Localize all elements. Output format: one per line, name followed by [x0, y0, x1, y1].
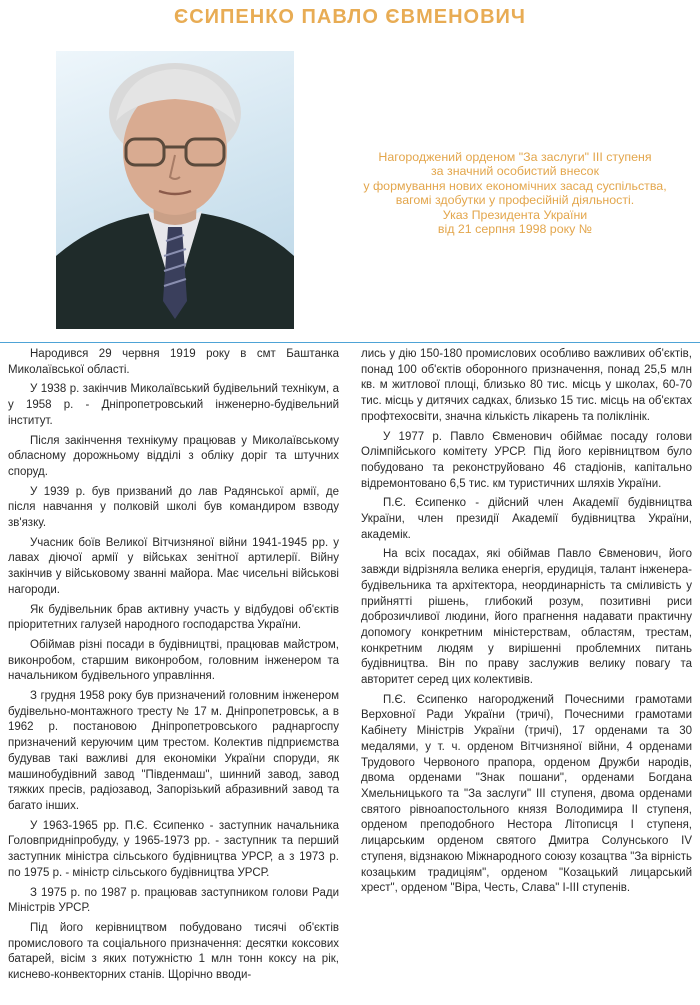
- paragraph: З 1975 р. по 1987 р. працював заступником голови Ради Міністрів УРСР.: [8, 886, 339, 915]
- paragraph: Учасник боїв Великої Вітчизняної війни 1941-1945 рр. у лавах діючої армії у військах зенітної артилерії. Війну закінчив у військовому званні майора. Має чисельні військові нагороди.: [8, 536, 339, 596]
- paragraph: П.Є. Єсипенко нагороджений Почесними грамотами Верховної Ради України (тричі), Почесними грамотами Кабінету Міністрів України (тричі), 17 орденами та 30 медалями, у т. ч. орденом Вітчизняної війни, 4 орденами Трудового Червоного прапора, орденом Дружби народів, двома орденами "Знак пошани", орденами Богдана Хмельницького та "За заслуги" III ступеня, двома орденами святого рівноапостольного князя Володимира II ступеня, орденом преподобного Нестора Літописця I ступеня, лицарським орденом святого Дмитра Солунського IV ступеня, відзнакою Міжнародного союзу козацтва "За вірність козацьким традиціям", орденом "Козацький лицарський хрест", орденом "Віра, Честь, Слава" I-III ступенів.: [361, 693, 692, 895]
- award-line: у формування нових економічних засад суспільства,: [363, 178, 667, 193]
- paragraph: Після закінчення технікуму працював у Миколаївському обласному дорожньому відділі з обліку доріг та штучних споруд.: [8, 434, 339, 478]
- section-divider: [0, 342, 700, 343]
- paragraph: На всіх посадах, які обіймав Павло Євменович, його завжди відрізняла велика енергія, ерудиція, талант інженера-будівельника та архітектора, неординарність та сміливість у прийнятті рішень, глибокий розум, позитивні риси доброзичливої людини, його прагнення надавати практичну допомогу конкретним міністерствам, областям, трестам, конкретним людям у вирішенні проблемних питань будівництва. Він по праву заслужив велику повагу та авторитет серед цих колективів.: [361, 548, 692, 687]
- award-line: Нагороджений орденом "За заслуги" III ступеня: [378, 150, 652, 164]
- paragraph: У 1977 р. Павло Євменович обіймає посаду голови Олімпійського комітету УРСР. Під його керівництвом було побудовано та реконструйовано 46 стадіонів, капітально відремонтовано 6,5 тис. км туристичних шляхів України.: [361, 430, 692, 490]
- paragraph: П.Є. Єсипенко - дійсний член Академії будівництва України, член президії Академії будівництва України, академік.: [361, 497, 692, 541]
- portrait-illustration: [56, 51, 294, 329]
- paragraph: Як будівельник брав активну участь у відбудові об'єктів пріоритетних галузей народного господарства України.: [8, 603, 339, 632]
- award-citation: [330, 150, 700, 236]
- paragraph: Народився 29 червня 1919 року в смт Баштанка Миколаївської області.: [8, 348, 339, 376]
- paragraph: У 1938 р. закінчив Миколаївський будівельний технікум, а у 1958 р. - Дніпропетровський інженерно-будівельний інститут.: [8, 383, 339, 427]
- award-line: Указ Президента України: [442, 207, 588, 222]
- paragraph: У 1939 р. був призваний до лав Радянської армії, де після навчання у полковій школі був командиром взводу зв'язку.: [8, 485, 339, 530]
- biography-left-column: [8, 347, 339, 988]
- page-title: ЄСИПЕНКО ПАВЛО ЄВМЕНОВИЧ: [174, 6, 526, 28]
- award-line: від 21 серпня 1998 року №: [437, 222, 593, 237]
- portrait-photo: [56, 51, 294, 329]
- paragraph: Обіймав різні посади в будівництві, працював майстром, виконробом, старшим виконробом, головним інженером та начальником будівельного управління.: [8, 638, 339, 683]
- award-line: за значний особистий внесок: [431, 164, 599, 179]
- award-line: вагомі здобутки у професійній діяльності.: [395, 193, 635, 208]
- paragraph: Під його керівництвом побудовано тисячі об'єктів промислового та соціального призначення: десятки коксових батарей, вісім з яких потужністю 1 млн тонн коксу на рік, киснево-конвекторних станів. Щорічно вводи-: [8, 921, 339, 982]
- paragraph: У 1963-1965 рр. П.Є. Єсипенко - заступник начальника Головпридніпробуду, у 1965-1973 рр. - заступник та перший заступник міністра сільського будівництва УРСР, а з 1973 р. по 1975 р. - міністр сільського будівництва УРСР.: [8, 819, 339, 879]
- paragraph-continuation: лись у дію 150-180 промислових особливо важливих об'єктів, понад 100 об'єктів оборонного призначення, понад 25,5 млн кв. м житлової площі, близько 80 тис. місць у школах, 60-70 тис. місць у дитячих садках, близько 15 тис. місць на об'єктах профтехосвіти, значна кількість лікарень та поліклінік.: [361, 348, 692, 423]
- biography-right-column: [361, 347, 692, 901]
- paragraph: З грудня 1958 року був призначений головним інженером будівельно-монтажного тресту № 17 м. Дніпропетровськ, а в 1962 р. постановою Дніпропетровського раднаргоспу призначений керуючим цим трестом. Колектив підприємства будував такі важливі для економіки України споруди, як машинобудівний завод "Південмаш", шинний завод, завод тяжких пресів, радіозавод, Запорізький абразивний завод та багато інших.: [8, 690, 339, 812]
